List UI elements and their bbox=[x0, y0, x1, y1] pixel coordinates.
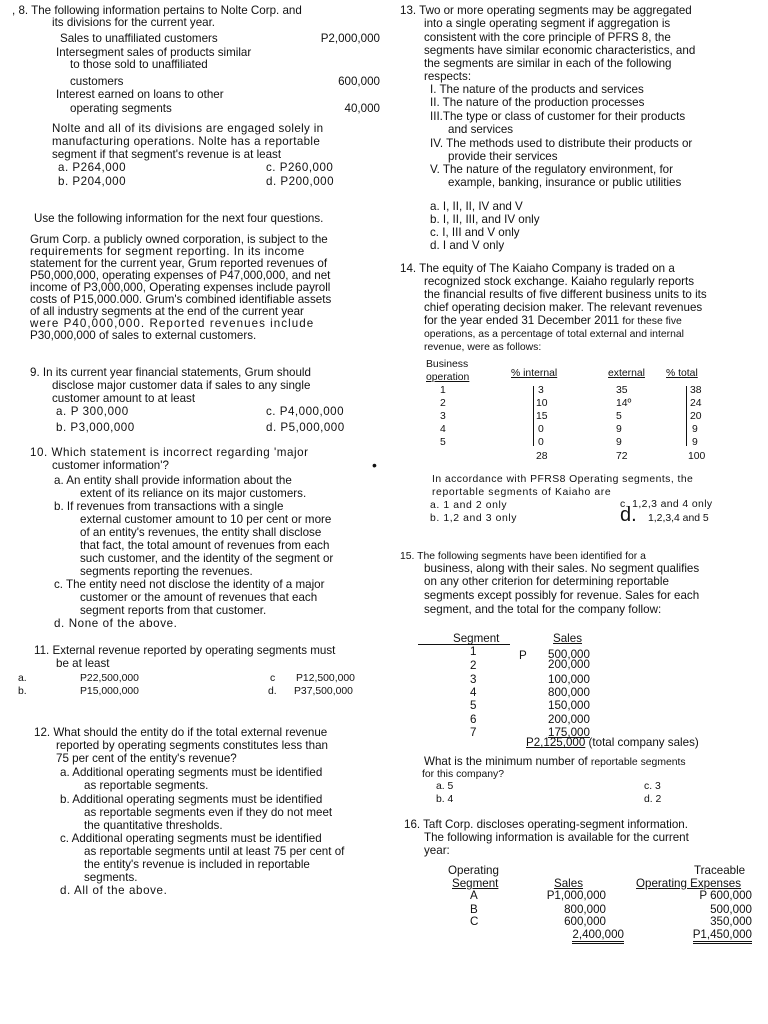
q8-choice-a: a. P264,000 bbox=[58, 161, 127, 174]
q9-choice-a: a. P 300,000 bbox=[56, 405, 129, 418]
intro-line: of all industry segments at the end of the current year bbox=[30, 305, 304, 318]
q14-choice-d-letter: d. bbox=[620, 504, 637, 526]
q9-line: customer amount to at least bbox=[52, 392, 196, 405]
q10-c-line: c. The entity need not disclose the identity of a major bbox=[54, 578, 325, 591]
q12-b-line: the quantitative thresholds. bbox=[84, 819, 223, 832]
q12-line: 12. What should the entity do if the total external revenue bbox=[34, 726, 328, 739]
q8-row-label: Sales to unaffiliated customers bbox=[60, 32, 218, 45]
q16-line: year: bbox=[424, 844, 450, 857]
q14-choice-d: 1,2,3,4 and 5 bbox=[648, 513, 709, 524]
q16-line: 16. Taft Corp. discloses operating-segment information. bbox=[404, 818, 688, 831]
intro-line: were P40,000,000. Reported revenues include bbox=[30, 317, 315, 330]
q16-total-expense: P1,450,000 bbox=[670, 928, 752, 944]
q8-row-value: 600,000 bbox=[338, 75, 380, 88]
q16-segment: A bbox=[470, 889, 478, 902]
q13-line: segments have similar economic characteristics, and bbox=[424, 44, 696, 57]
q13-item: example, banking, insurance or public utilities bbox=[448, 176, 682, 189]
q10-a-line: a. An entity shall provide information about the bbox=[54, 474, 292, 487]
q15-choice-b: b. 4 bbox=[436, 794, 454, 805]
q15-th-sales: Sales bbox=[553, 632, 583, 645]
q16-expense: P 600,000 bbox=[699, 889, 752, 902]
q16-segment: B bbox=[470, 903, 478, 916]
q14-th-business: Business bbox=[426, 359, 469, 370]
q16-sales: P1,000,000 bbox=[546, 889, 606, 902]
q8-choice-d: d. P200,000 bbox=[266, 175, 335, 188]
q12-d-line: d. All of the above. bbox=[60, 884, 168, 897]
q15-line: segments except possibly for revenue. Sales for each bbox=[424, 589, 700, 602]
q14-after-line: reportable segments of Kaiaho are bbox=[432, 487, 612, 498]
intro-lead: Use the following information for the next four questions. bbox=[34, 212, 324, 225]
segment-number: 5 bbox=[470, 699, 477, 712]
q13-line: 13. Two or more operating segments may be aggregated bbox=[400, 4, 692, 17]
q8-para-line: segment if that segment's revenue is at least bbox=[52, 148, 282, 161]
q13-item: provide their services bbox=[448, 150, 558, 163]
q10-line: customer information'? bbox=[52, 459, 169, 472]
segment-sales: 175,000 bbox=[548, 726, 590, 739]
segment-sales: 150,000 bbox=[548, 699, 590, 712]
q15-question: What is the minimum number of reportable segments bbox=[424, 755, 686, 768]
q13-line: respects: bbox=[424, 70, 472, 83]
q8-row-label: operating segments bbox=[70, 102, 172, 115]
q14-line: revenue, were as follows: bbox=[424, 342, 542, 353]
q13-line: the segments are similar in each of the following bbox=[424, 57, 672, 70]
q14-th-internal: % internal bbox=[511, 368, 558, 379]
q10-b-line: such customer, and the identity of the segment or bbox=[80, 552, 334, 565]
q14-choice-c: c. 1,2,3 and 4 only bbox=[620, 499, 713, 510]
q14-line: recognized stock exchange. Kaiaho regularly reports bbox=[424, 275, 695, 288]
q10-b-line: external customer amount to 10 per cent or more bbox=[80, 513, 332, 526]
intro-line: statement for the current year, Grum reported revenues of bbox=[30, 257, 328, 270]
q13-choice: a. I, II, II, IV and V bbox=[430, 200, 523, 213]
q11-choice-a: P22,500,000 bbox=[80, 673, 139, 684]
q11-letter-a: a. bbox=[18, 673, 27, 684]
q11-line: be at least bbox=[56, 657, 110, 670]
q8-row-value: P2,000,000 bbox=[320, 32, 380, 45]
segment-sales: 200,000 bbox=[548, 658, 590, 671]
q10-c-line: customer or the amount of revenues that each bbox=[80, 591, 318, 604]
q14-line: chief operating decision maker. The relevant revenues bbox=[424, 301, 703, 314]
q16-expense: 350,000 bbox=[710, 915, 752, 928]
q14-choice-a: a. 1 and 2 only bbox=[430, 500, 508, 511]
q15-question: for this company? bbox=[422, 769, 505, 780]
q16-total-sales: 2,400,000 bbox=[552, 928, 624, 944]
q13-item: and services bbox=[448, 123, 514, 136]
q12-c-line: the entity's revenue is included in reportable bbox=[84, 858, 310, 871]
q14-th-operation: operation bbox=[426, 372, 470, 383]
q12-a-line: as reportable segments. bbox=[84, 779, 209, 792]
q15-line: on any other criterion for determining reportable bbox=[424, 575, 669, 588]
q11-letter-c: c bbox=[270, 673, 276, 684]
q11-line: 11. External revenue reported by operating segments must bbox=[34, 644, 336, 657]
q15-line: business, along with their sales. No segment qualifies bbox=[424, 562, 700, 575]
q14-th-external: external bbox=[608, 368, 645, 379]
intro-line: P30,000,000 of sales to external customers. bbox=[30, 329, 257, 342]
table-divider bbox=[686, 386, 687, 446]
peso-sign: P bbox=[519, 649, 527, 662]
q14-line: 14. The equity of The Kaiaho Company is traded on a bbox=[400, 262, 675, 275]
q10-d-line: d. None of the above. bbox=[54, 617, 178, 630]
q13-item: III.The type or class of customer for their products bbox=[430, 110, 686, 123]
q10-b-line: that fact, the total amount of revenues from each bbox=[80, 539, 330, 552]
q12-b-line: b. Additional operating segments must be identified bbox=[60, 793, 323, 806]
q8-para-line: Nolte and all of its divisions are engaged solely in bbox=[52, 122, 324, 135]
q16-line: The following information is available for the current bbox=[424, 831, 689, 844]
q12-a-line: a. Additional operating segments must be identified bbox=[60, 766, 323, 779]
q13-choice: d. I and V only bbox=[430, 239, 505, 252]
segment-number: 7 bbox=[470, 726, 477, 739]
q12-c-line: c. Additional operating segments must be identified bbox=[60, 832, 322, 845]
q9-line: disclose major customer data if sales to any single bbox=[52, 379, 311, 392]
q15-line: segment, and the total for the company follow: bbox=[424, 603, 662, 616]
q12-b-line: as reportable segments even if they do not meet bbox=[84, 806, 333, 819]
q8-row-label: to those sold to unaffiliated bbox=[70, 58, 208, 71]
q15-line: 15. The following segments have been identified for a bbox=[400, 551, 646, 562]
q16-th-sales: Sales bbox=[554, 877, 584, 890]
q13-item: V. The nature of the regulatory environment, for bbox=[430, 163, 673, 176]
q11-choice-b: P15,000,000 bbox=[80, 686, 139, 697]
q16-th-segment: Segment bbox=[452, 877, 499, 890]
q14-th-total: % total bbox=[666, 368, 698, 379]
q13-choice: c. I, III and V only bbox=[430, 226, 520, 239]
q15-choice-a: a. 5 bbox=[436, 781, 454, 792]
q11-letter-d: d. bbox=[268, 686, 277, 697]
table-divider bbox=[533, 386, 534, 446]
total-sales: P2,125,000 (total company sales) bbox=[526, 736, 699, 749]
q11-choice-d: P37,500,000 bbox=[294, 686, 353, 697]
q12-c-line: as reportable segments until at least 75 per cent of bbox=[84, 845, 345, 858]
q16-th-operating: Operating bbox=[448, 864, 499, 877]
q10-b-line: segments reporting the revenues. bbox=[80, 565, 253, 578]
q15-choice-c: c. 3 bbox=[644, 781, 661, 792]
segment-number: 3 bbox=[470, 673, 477, 686]
q8-row-value: 40,000 bbox=[344, 102, 380, 115]
q15-choice-d: d. 2 bbox=[644, 794, 662, 805]
intro-line: requirements for segment reporting. In its income bbox=[30, 245, 305, 258]
q14-line: for the year ended 31 December 2011 for these five bbox=[424, 314, 682, 327]
q12-line: 75 per cent of the entity's revenue? bbox=[56, 752, 237, 765]
intro-line: income of P3,000,000, Operating expenses include payroll bbox=[30, 281, 331, 294]
q8-row-label: Interest earned on loans to other bbox=[56, 88, 224, 101]
intro-line: costs of P15,000.000. Grum's combined identifiable assets bbox=[30, 293, 332, 306]
q14-line: the financial results of five different business units to its bbox=[424, 288, 707, 301]
q16-th-traceable: Traceable bbox=[694, 864, 746, 877]
q8-choice-c: c. P260,000 bbox=[266, 161, 334, 174]
q16-sales: 800,000 bbox=[564, 903, 606, 916]
segment-number: 2 bbox=[470, 659, 477, 672]
q9-choice-d: d. P5,000,000 bbox=[266, 421, 345, 434]
q11-choice-c: P12,500,000 bbox=[296, 673, 355, 684]
q8-stem-line-2: its divisions for the current year. bbox=[52, 16, 216, 29]
q8-para-line: manufacturing operations. Nolte has a reportable bbox=[52, 135, 321, 148]
intro-line: P50,000,000, operating expenses of P47,000,000, and net bbox=[30, 269, 331, 282]
q10-c-line: segment reports from that customer. bbox=[80, 604, 267, 617]
q13-item: IV. The methods used to distribute their products or bbox=[430, 137, 693, 150]
q10-b-line: of an entity's revenues, the entity shall disclose bbox=[80, 526, 322, 539]
q10-b-line: b. If revenues from transactions with a single bbox=[54, 500, 284, 513]
q10-line: 10. Which statement is incorrect regarding 'major bbox=[30, 446, 309, 459]
q14-after-line: In accordance with PFRS8 Operating segments, the bbox=[432, 474, 694, 485]
q14-choice-b: b. 1,2 and 3 only bbox=[430, 513, 518, 524]
segment-sales: 500,000 bbox=[548, 648, 590, 661]
q13-item: I. The nature of the products and services bbox=[430, 83, 644, 96]
q8-row-label: customers bbox=[70, 75, 124, 88]
q16-sales: 600,000 bbox=[564, 915, 606, 928]
q8-choice-b: b. P204,000 bbox=[58, 175, 127, 188]
intro-line: Grum Corp. a publicly owned corporation, is subject to the bbox=[30, 233, 328, 246]
segment-number: 6 bbox=[470, 713, 477, 726]
q8-row-label: Intersegment sales of products similar bbox=[56, 46, 252, 59]
q12-line: reported by operating segments constitutes less than bbox=[56, 739, 328, 752]
q9-choice-b: b. P3,000,000 bbox=[56, 421, 135, 434]
q10-a-line: extent of its reliance on its major customers. bbox=[80, 487, 307, 500]
q8-stem-line-1: , 8. The following information pertains to Nolte Corp. and bbox=[12, 4, 302, 17]
q14-line: operations, as a percentage of total external and internal bbox=[424, 329, 684, 340]
segment-sales: 200,000 bbox=[548, 713, 590, 726]
q13-choice: b. I, II, III, and IV only bbox=[430, 213, 540, 226]
segment-number: 1 bbox=[470, 645, 477, 658]
bullet-mark: • bbox=[372, 457, 377, 473]
q13-line: consistent with the core principle of PFRS 8, the bbox=[424, 31, 671, 44]
q13-item: II. The nature of the production processes bbox=[430, 96, 645, 109]
segment-sales: 800,000 bbox=[548, 686, 590, 699]
q11-letter-b: b. bbox=[18, 686, 27, 697]
segment-sales: 100,000 bbox=[548, 673, 590, 686]
q15-th-segment: Segment bbox=[453, 632, 500, 645]
q16-th-opex: Operating Expenses bbox=[636, 877, 742, 890]
q16-segment: C bbox=[470, 915, 479, 928]
q16-expense: 500,000 bbox=[710, 903, 752, 916]
segment-number: 4 bbox=[470, 686, 477, 699]
q13-line: into a single operating segment if aggregation is bbox=[424, 17, 671, 30]
q12-c-line: segments. bbox=[84, 871, 138, 884]
q9-line: 9. In its current year financial statements, Grum should bbox=[30, 366, 311, 379]
q9-choice-c: c. P4,000,000 bbox=[266, 405, 345, 418]
